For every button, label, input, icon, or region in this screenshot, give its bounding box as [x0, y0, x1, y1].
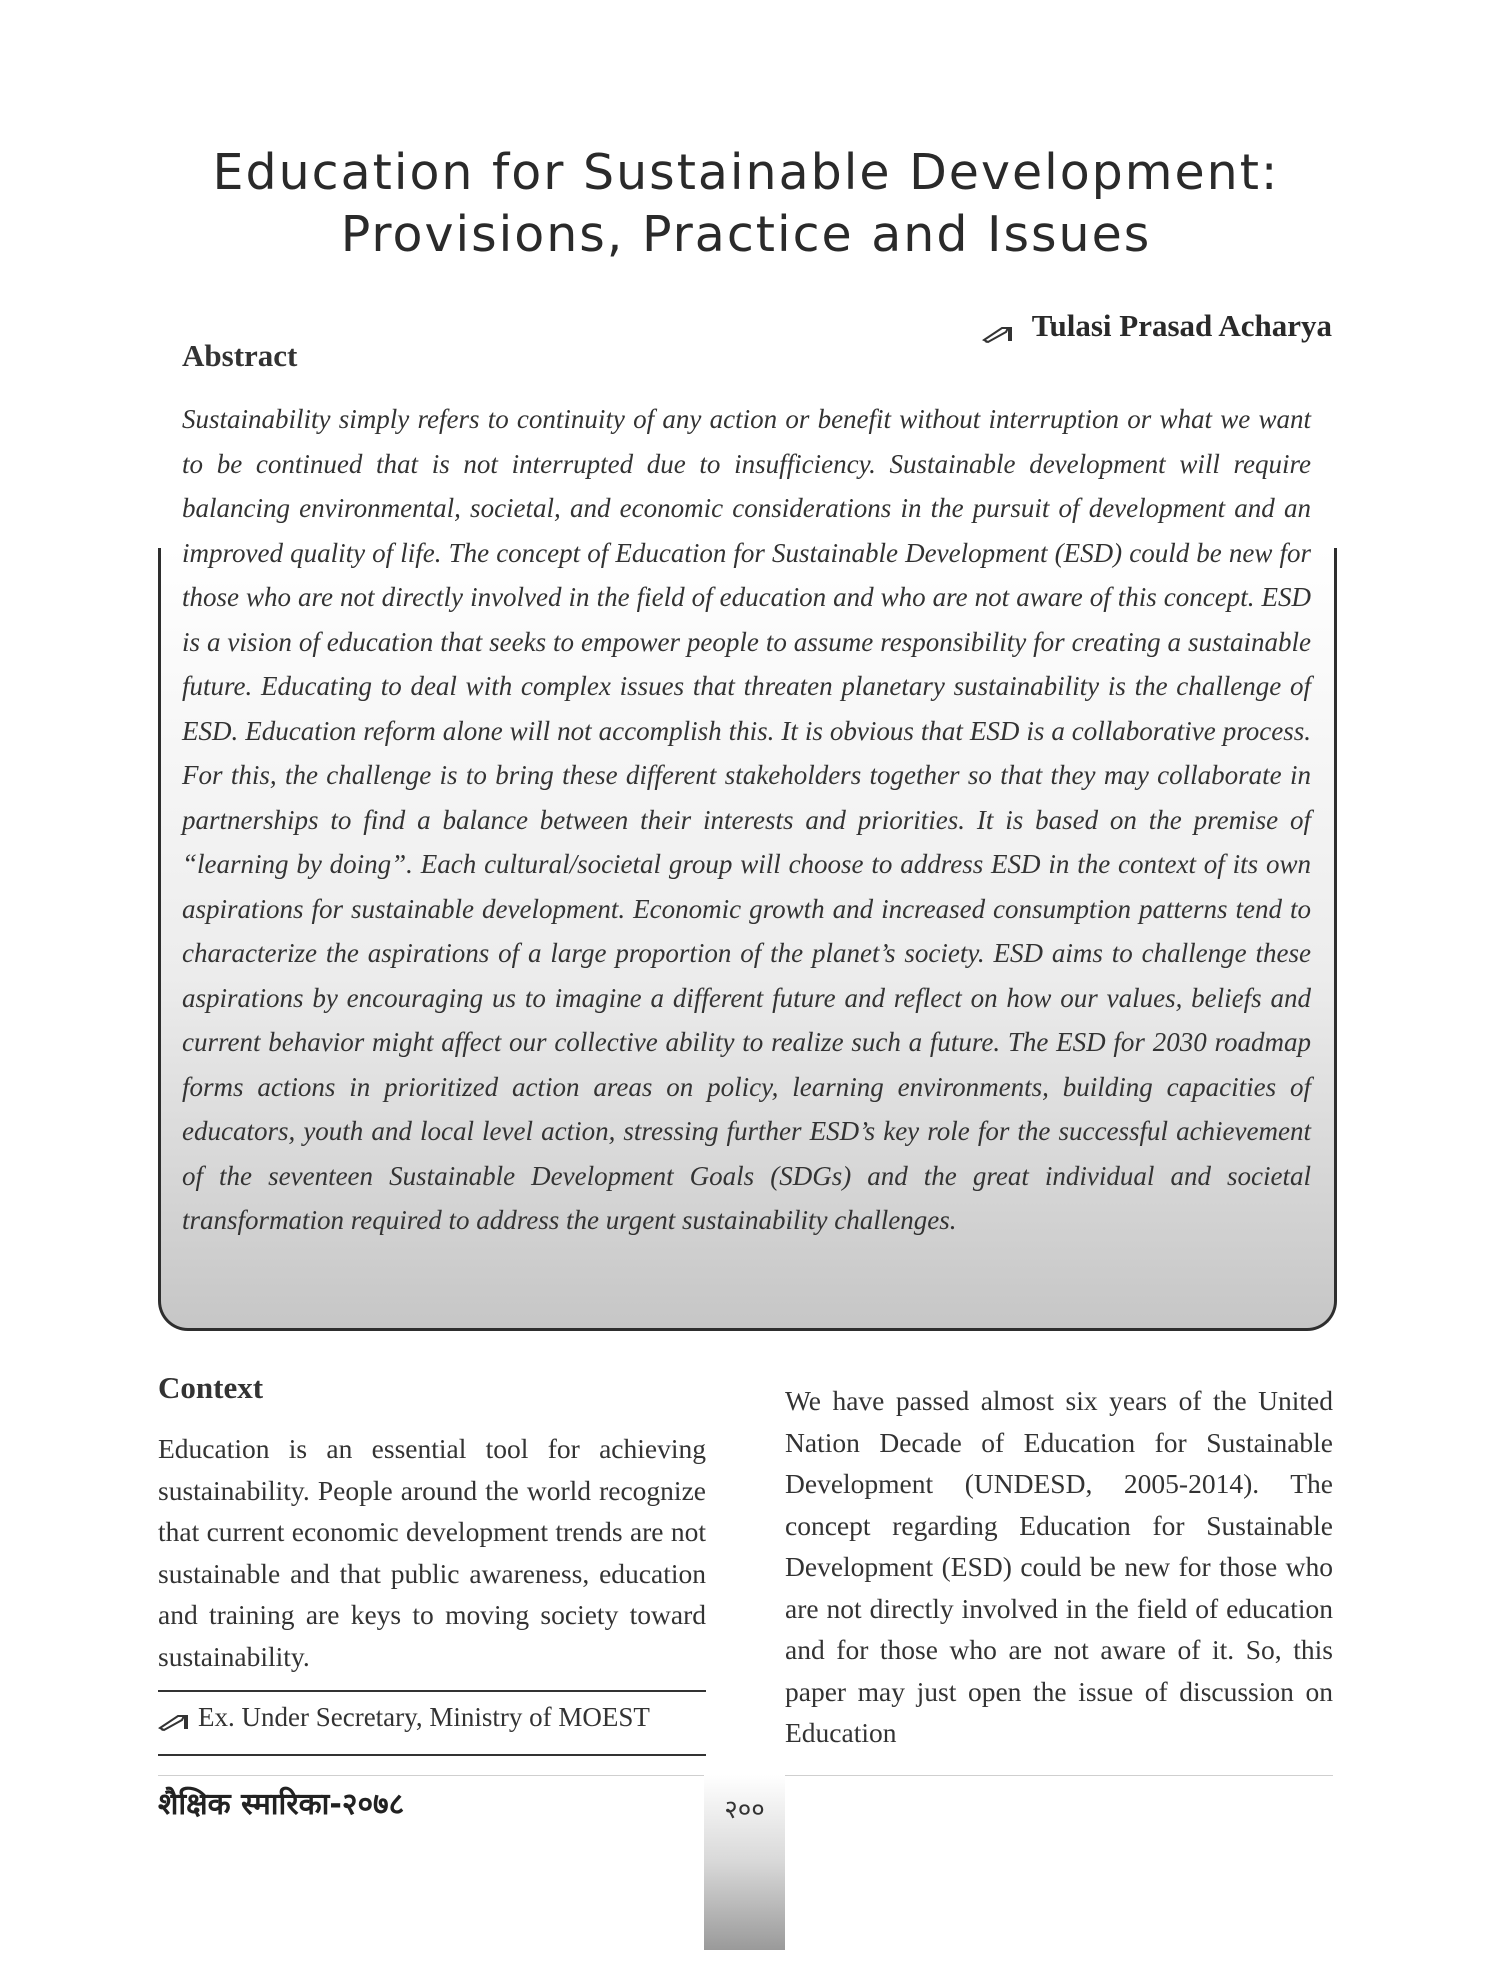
footnote-text: Ex. Under Secretary, Ministry of MOEST — [198, 1702, 650, 1732]
journal-name: शैक्षिक स्मारिका-२०७८ — [158, 1787, 405, 1822]
footnote-divider — [158, 1690, 706, 1692]
pen-icon — [158, 1708, 190, 1728]
abstract-text: Sustainability simply refers to continuity of any action or benefit without interruption or what we want to be continued that is not interrupted due to insufficiency. Sustainable development will require balancing environmental, societal, and economic considerations in the pursuit of development and an improved quality of life. The concept of Education for Sustainable Development (ESD) could be new for those who are not directly involved in the field of education and who are not aware of this concept. ESD is a vision of education that seeks to empower people to assume responsibility for creating a sustainable future. Educating to deal with complex issues that threaten planetary sustainability is the challenge of ESD. Education reform alone will not accomplish this. It is obvious that ESD is a collaborative process. For this, the challenge is to bring these different stakeholders together so that they may collaborate in partnerships to find a balance between their interests and priorities. It is based on the premise of “learning by doing”. Each cultural/societal group will choose to address ESD in the context of its own aspirations for sustainable development. Economic growth and increased consumption patterns tend to characterize the aspirations of a large proportion of the planet’s society. ESD aims to challenge these aspirations by encouraging us to imagine a different future and reflect on how our values, beliefs and current behavior might affect our collective ability to realize such a future. The ESD for 2030 roadmap forms actions in prioritized action areas on policy, learning environments, building capacities of educators, youth and local level action, stressing further ESD’s key role for the successful achievement of the seventeen Sustainable Development Goals (SDGs) and the great individual and societal transformation required to address the urgent sustainability challenges. — [182, 404, 1311, 1235]
context-right-column: We have passed almost six years of the United Nation Decade of Education for Sustainable Development (UNDESD, 2005-2014). The concept regarding Education for Sustainable Development (ESD) could be new for those who are not directly involved in the field of education and for those who are not aware of it. So, this paper may just open the issue of discussion on Education — [785, 1385, 1333, 1748]
article-title: Education for Sustainable Development: Provisions, Practice and Issues — [212, 144, 1280, 263]
context-heading: Context — [158, 1370, 264, 1405]
context-left-column: Education is an essential tool for achieving sustainability. People around the world recognize that current economic development trends are not sustainable and that public awareness, education and training are keys to moving society toward sustainability. — [158, 1433, 706, 1672]
author-name: Tulasi Prasad Acharya — [1031, 308, 1332, 343]
page-number: २०० — [724, 1795, 765, 1825]
footnote-divider — [158, 1754, 706, 1756]
pen-icon — [982, 316, 1014, 336]
author-footnote — [158, 1702, 706, 1733]
author-line — [982, 308, 1332, 344]
abstract-heading: Abstract — [182, 338, 298, 373]
